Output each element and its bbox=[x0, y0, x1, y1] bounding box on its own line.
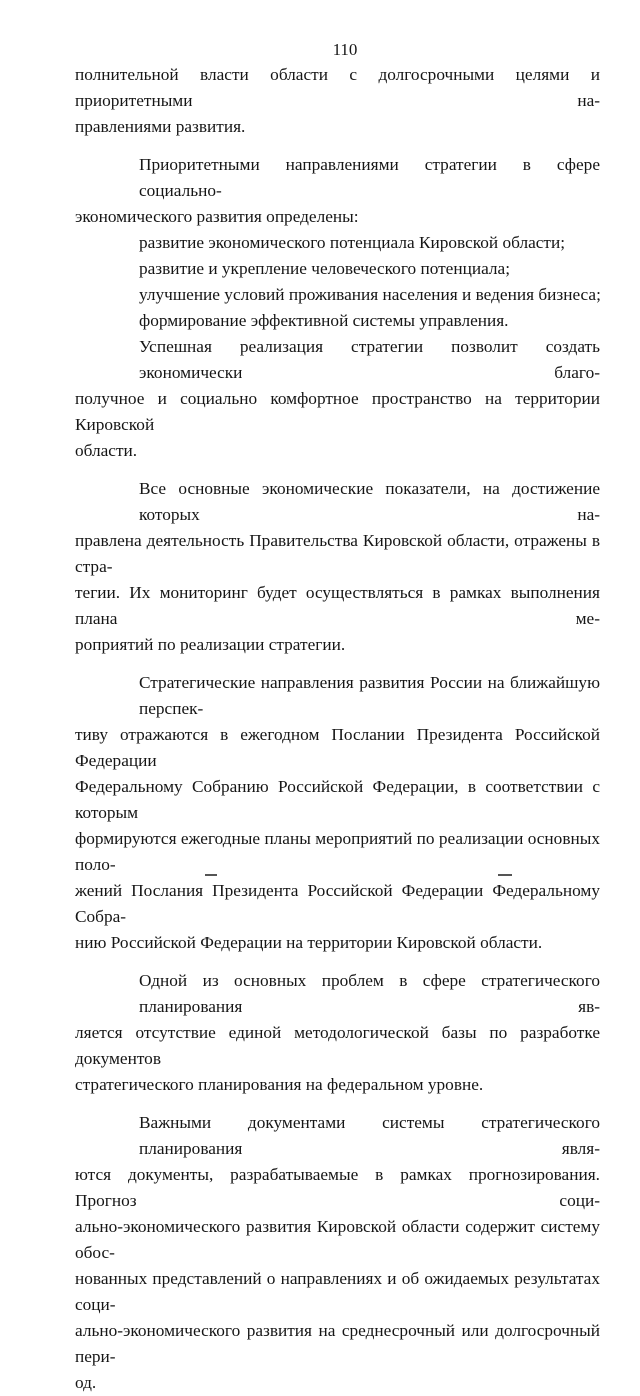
text-line: роприятий по реализации стратегии. bbox=[75, 635, 346, 654]
text-line: ально-экономического развития на среднесрочный или долгосрочный пери- bbox=[75, 1321, 600, 1366]
text-line: Успешная реализация стратегии позволит создать экономически благо- bbox=[139, 337, 600, 382]
text-line: Стратегические направления развития России на ближайшую перспек- bbox=[139, 673, 600, 718]
text-line: тегии. Их мониторинг будет осуществляться в рамках выполнения плана ме- bbox=[75, 583, 600, 628]
text-line: нию Российской Федерации на территории Кировской области. bbox=[75, 933, 543, 952]
text-line: области. bbox=[75, 441, 138, 460]
text-line: нованных представлений о направлениях и об ожидаемых результатах соци- bbox=[75, 1269, 600, 1314]
text-line: полнительной власти области с долгосрочными целями и приоритетными на- bbox=[75, 65, 600, 110]
text-line: получное и социально комфортное пространство на территории Кировской bbox=[75, 389, 600, 434]
scan-mark bbox=[205, 874, 217, 876]
list-item: развитие экономического потенциала Кировской области; bbox=[139, 233, 566, 252]
list-item: формирование эффективной системы управления. bbox=[139, 311, 509, 330]
text-line: Приоритетными направлениями стратегии в сфере социально- bbox=[139, 155, 600, 200]
text-line: Все основные экономические показатели, на достижение которых на- bbox=[139, 479, 600, 524]
text-line: стратегического планирования на федеральном уровне. bbox=[75, 1075, 484, 1094]
text-line: правлена деятельность Правительства Кировской области, отражены в стра- bbox=[75, 531, 600, 576]
text-line: ляется отсутствие единой методологической базы по разработке документов bbox=[75, 1023, 600, 1068]
text-line: Важными документами системы стратегического планирования явля- bbox=[139, 1113, 600, 1158]
text-line: правлениями развития. bbox=[75, 117, 246, 136]
text-line: Федеральному Собранию Российской Федерации, в соответствии с которым bbox=[75, 777, 600, 822]
scan-mark bbox=[498, 874, 512, 876]
page-number: 110 bbox=[332, 40, 358, 59]
text-line: ются документы, разрабатываемые в рамках прогнозирования. Прогноз соци- bbox=[75, 1165, 600, 1210]
text-line: формируются ежегодные планы мероприятий по реализации основных поло- bbox=[75, 829, 600, 874]
body-text bbox=[75, 62, 600, 1396]
list-item: развитие и укрепление человеческого потенциала; bbox=[139, 259, 510, 278]
text-line: ально-экономического развития Кировской области содержит систему обос- bbox=[75, 1217, 600, 1262]
text-line: экономического развития определены: bbox=[75, 207, 359, 226]
text-line: тиву отражаются в ежегодном Послании Президента Российской Федерации bbox=[75, 725, 600, 770]
text-line: жений Послания Президента Российской Федерации Федеральному Собра- bbox=[75, 881, 600, 926]
list-item: улучшение условий проживания населения и ведения бизнеса; bbox=[139, 285, 601, 304]
text-line: од. bbox=[75, 1373, 97, 1392]
text-line: Одной из основных проблем в сфере стратегического планирования яв- bbox=[139, 971, 600, 1016]
